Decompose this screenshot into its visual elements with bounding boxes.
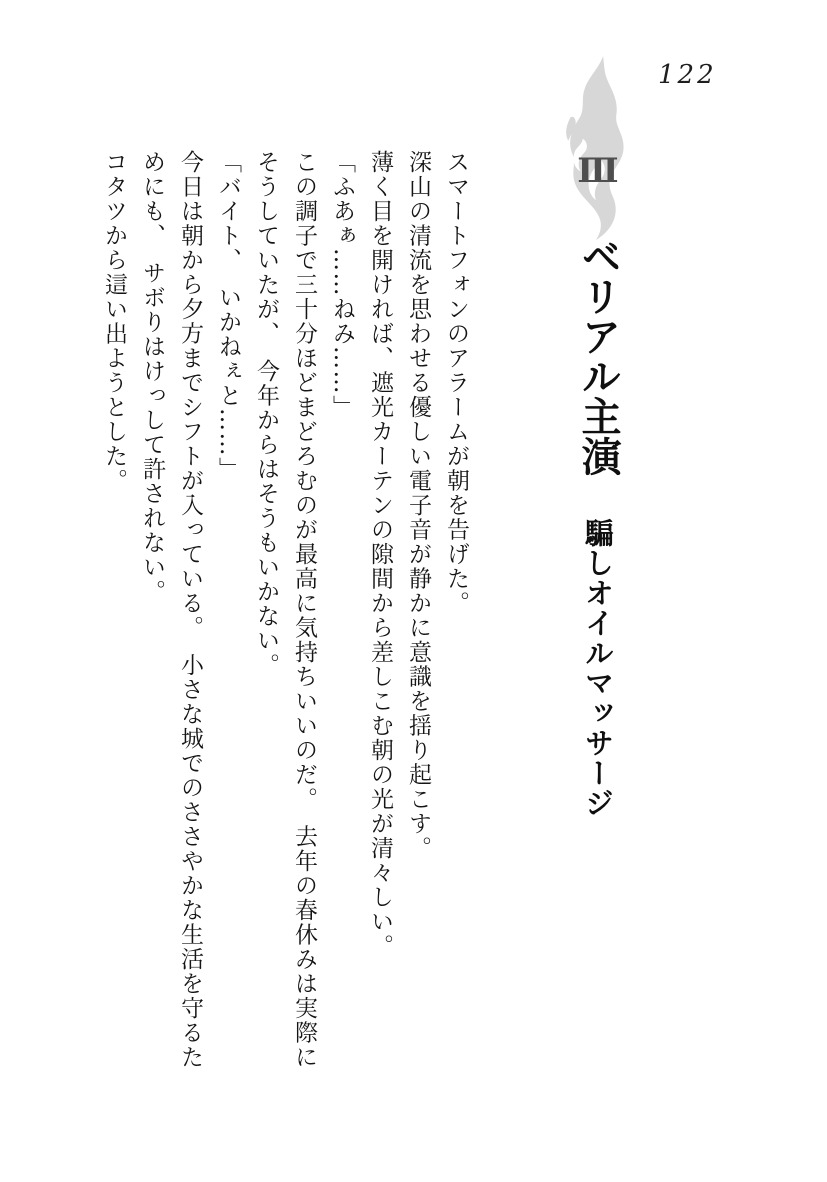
body-paragraph: 今日は朝から夕方までシフトが入っている。 小さな城でのささやかな生活を守るためにも、 サボりはけっして許されない。	[139, 150, 203, 1070]
body-paragraph: 「バイト、 いかねぇと……」	[215, 150, 241, 482]
body-paragraph: 「ふあぁ……ねみ……」	[329, 150, 355, 420]
page-number: 122	[658, 60, 717, 90]
body-paragraph: 深山の清流を思わせる優しい電子音が静かに意識を揺り起こす。	[405, 150, 431, 861]
body-text	[95, 150, 475, 1082]
body-paragraph: 薄く目を開ければ、遮光カーテンの隙間から差しこむ朝の光が清々しい。	[367, 150, 393, 959]
chapter-title-main: ベリアル主演	[575, 236, 621, 476]
chapter-numeral: Ⅲ	[577, 151, 619, 191]
body-paragraph: コタツから這い出ようとした。	[101, 150, 127, 493]
chapter-title-sub: 騙しオイルマッサージ	[581, 518, 615, 818]
body-paragraph: スマートフォンのアラームが朝を告げた。	[443, 150, 469, 616]
flame-ornament-icon	[560, 56, 636, 240]
chapter-title	[576, 236, 620, 876]
body-paragraph: この調子で三十分ほどまどろむのが最高に気持ちいいのだ。 去年の春休みは実際にそうしていたが、 今年からはそうもいかない。	[253, 150, 317, 1070]
